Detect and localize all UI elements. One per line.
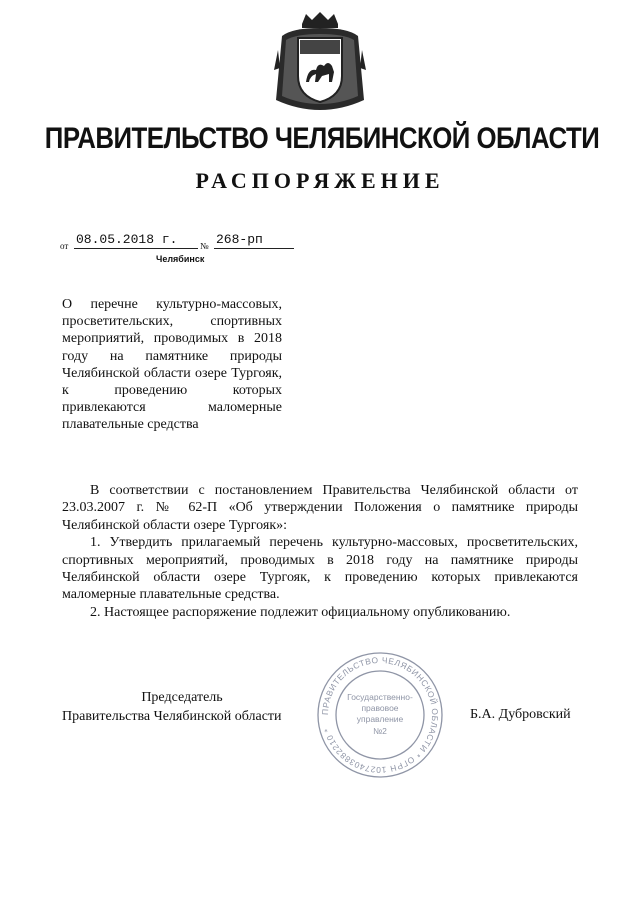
- stamp-center-line: управление: [356, 714, 404, 724]
- position-line-1: Председатель: [141, 690, 223, 705]
- from-label: от: [60, 241, 69, 251]
- position-line-2: Правительства Челябинской области: [62, 709, 282, 724]
- chelyabinsk-coat-of-arms-icon: [272, 10, 368, 114]
- stamp-center-line: правовое: [361, 703, 399, 713]
- number-label: №: [200, 241, 209, 251]
- official-stamp: [315, 650, 445, 780]
- document-subject: О перечне культурно-массовых, просветительских, спортивных мероприятий, проводимых в 2018 году на памятнике природы Челябинской области озере Тургояк, к проведению которых привлекаются маломерные плавательные средства: [62, 297, 282, 433]
- document-body: [62, 482, 578, 621]
- government-title: ПРАВИТЕЛЬСТВО ЧЕЛЯБИНСКОЙ ОБЛАСТИ: [44, 122, 600, 155]
- body-paragraph: В соответствии с постановлением Правительства Челябинской области от 23.03.2007 г. № 62-П «Об утверждении Положения о памятнике природы Челябинской области озере Тургояк»:: [62, 483, 578, 533]
- body-paragraph: 1. Утвердить прилагаемый перечень культурно-массовых, просветительских, спортивных мероприятий, проводимых в 2018 году на памятнике природы Челябинской области озере Тургояк, к проведению которых привлекаются маломерные плавательные средства.: [62, 535, 578, 603]
- document-meta: [60, 232, 300, 254]
- document-type: РАСПОРЯЖЕНИЕ: [195, 168, 445, 193]
- stamp-center-line: №2: [373, 726, 387, 736]
- city-label: Челябинск: [156, 254, 205, 264]
- body-paragraph: 2. Настоящее распоряжение подлежит официальному опубликованию.: [90, 604, 511, 620]
- signatory-position: [62, 688, 302, 726]
- stamp-ring-text: ПРАВИТЕЛЬСТВО ЧЕЛЯБИНСКОЙ ОБЛАСТИ * ОГРН 1027403882210 *: [319, 654, 441, 776]
- signatory-name: Б.А. Дубровский: [470, 707, 571, 722]
- document-number: 268-рп: [214, 232, 294, 249]
- document-date: 08.05.2018 г.: [74, 232, 198, 249]
- stamp-center-line: Государственно-: [347, 692, 413, 702]
